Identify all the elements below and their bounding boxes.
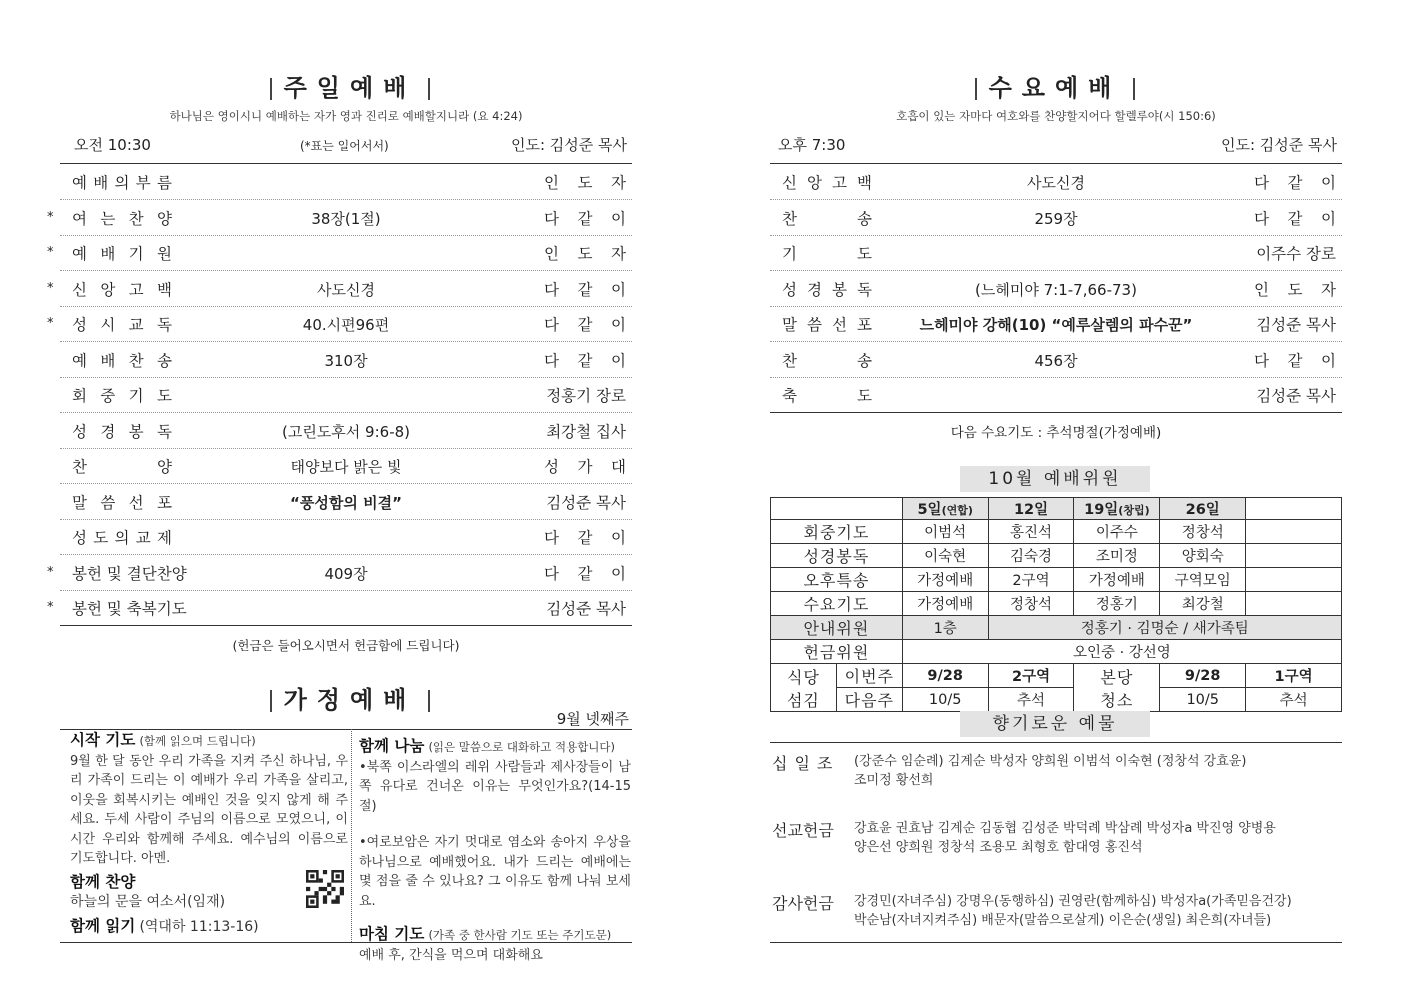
date-12	[988, 498, 1074, 520]
sunday-verse: 하나님은 영이시니 예배하는 자가 영과 진리로 예배할지니라 (요 4:24)	[169, 109, 523, 123]
offering-note: (헌금은 들어오시면서 헌금함에 드립니다)	[232, 638, 460, 653]
standing-mark: *	[47, 245, 54, 260]
order-item-content: 409장	[324, 564, 368, 583]
wednesday-title	[905, 68, 1205, 103]
duty-corner-cell	[771, 498, 903, 520]
order-item-content: 사도신경	[317, 280, 375, 299]
order-item-leader: 인 도 자	[1254, 280, 1336, 299]
family-title	[200, 680, 500, 715]
closing-heading	[359, 925, 631, 946]
reading-title: 함께 읽기	[70, 916, 136, 935]
order-item-name: 봉헌 및 축복기도	[72, 600, 187, 618]
order-item-leader: 정홍기 장로	[546, 387, 626, 405]
standing-mark: *	[47, 316, 54, 331]
order-item-leader: 김성준 목사	[546, 493, 626, 512]
duty-empty-cell	[1246, 592, 1342, 616]
sunday-order-row	[60, 519, 632, 555]
mission-names	[854, 819, 1276, 857]
order-item-content: 456장	[1034, 351, 1078, 370]
duty-cell: 이숙현	[902, 544, 988, 568]
sunday-bottom-rule	[60, 625, 632, 626]
offering-duty-people: 오인중 · 강선영	[902, 640, 1341, 664]
order-item-name: 말 씀 선 포	[72, 493, 172, 512]
order-item-content: (느헤미야 7:1-7,66-73)	[975, 280, 1137, 299]
tithe-line-1: (강준수 임순례) 김계순 박성자 양희원 이범석 이숙현 (정창석 강효윤)	[854, 754, 1247, 769]
guide-people: 정홍기 · 김명순 / 새가족팀	[988, 616, 1341, 640]
date-5-text: 5일	[917, 502, 942, 518]
meal-this-team-text: 2구역	[1011, 669, 1051, 685]
wednesday-order-row	[770, 235, 1342, 271]
mission-line-1: 강효윤 권효남 김계순 김동협 김성준 박덕례 박삼례 박성자a 박진영 양병용	[854, 821, 1276, 836]
order-item-leader: 인 도 자	[544, 174, 626, 192]
meal-this-date-text: 9/28	[927, 667, 963, 684]
duty-cell: 이주수	[1074, 520, 1160, 544]
family-top-rule	[60, 729, 632, 730]
order-item-leader: 김성준 목사	[546, 600, 626, 618]
duty-cell: 최강철	[1160, 592, 1246, 616]
thanks-names	[854, 892, 1292, 930]
order-item-leader: 최강철 집사	[546, 422, 626, 441]
title-bar-right	[1133, 78, 1135, 100]
share-title: 함께 나눔	[359, 737, 425, 755]
duty-cell: 정창석	[988, 592, 1074, 616]
hymn-title: 함께 찬양	[70, 872, 136, 891]
closing-text: 예배 후, 간식을 먹으며 대화해요	[359, 947, 543, 963]
meal-this-week-row	[771, 664, 1342, 688]
order-item-leader: 이주수 장로	[1256, 245, 1336, 263]
title-bar-left	[975, 78, 977, 100]
thanks-line-2: 박순남(자녀지켜주심) 배문자(말씀으로살게) 이은순(생일) 최은희(자녀들)	[854, 913, 1272, 928]
date-5	[902, 498, 988, 520]
order-item-leader: 김성준 목사	[1256, 316, 1336, 334]
sunday-order-row	[60, 448, 632, 484]
duty-row	[771, 520, 1342, 544]
order-item-name: 예 배 찬 송	[72, 351, 172, 370]
title-bar-right	[428, 78, 430, 100]
order-item-leader: 인 도 자	[544, 245, 626, 263]
family-divider	[351, 729, 352, 942]
date-19	[1074, 498, 1160, 520]
tithe-label: 십일조	[772, 754, 840, 773]
order-item-leader: 다 같 이	[1254, 351, 1336, 370]
duty-cell: 정창석	[1160, 520, 1246, 544]
next-week-label: 다음주	[836, 688, 902, 712]
order-item-content: 사도신경	[1027, 174, 1085, 192]
wednesday-order-row	[770, 377, 1342, 412]
sunday-order-row	[47, 555, 632, 591]
duty-cell: 가정예배	[902, 592, 988, 616]
sunday-order-row	[60, 484, 632, 520]
mission-line-2: 양은선 양희원 정창석 조용모 최형호 함대영 홍진석	[854, 840, 1143, 855]
share-question-1: •북쪽 이스라엘의 레위 사람들과 제사장들이 남쪽 유다로 건너온 이유는 무엇인가요?(14-15절)	[359, 759, 631, 814]
offering-top-rule	[770, 742, 1342, 743]
clean-this-date	[1160, 664, 1246, 688]
clean-label-line2: 청소	[1100, 690, 1134, 710]
duty-row	[771, 544, 1342, 568]
order-item-name: 신 앙 고 백	[72, 280, 172, 299]
duty-row	[771, 592, 1342, 616]
order-item-name: 찬 양	[72, 458, 172, 476]
sunday-time: 오전 10:30	[74, 136, 151, 154]
order-item-name: 찬 송	[782, 351, 872, 370]
duty-empty-cell	[1246, 568, 1342, 592]
sunday-order-row	[60, 413, 632, 449]
closing-sub: (가족 중 한사람 기도 또는 주기도문)	[428, 928, 612, 942]
wednesday-order-row	[770, 164, 1342, 200]
order-item-content: 느헤미야 강해(10) “예루살렘의 파수꾼”	[919, 316, 1193, 334]
order-item-leader: 다 같 이	[544, 316, 626, 334]
wednesday-time: 오후 7:30	[778, 136, 846, 154]
sunday-title	[200, 68, 500, 103]
duty-row-label: 수요기도	[771, 592, 903, 616]
duty-cell: 양회숙	[1160, 544, 1246, 568]
order-item-name: 축 도	[782, 387, 872, 405]
family-title-text: 가정예배	[283, 686, 417, 714]
duty-table	[770, 497, 1342, 712]
opening-prayer-heading	[70, 731, 348, 752]
clean-next-team: 추석	[1246, 688, 1342, 712]
date-19-note: (창립)	[1118, 504, 1150, 517]
share-question-2: •여로보암은 자기 멋대로 염소와 송아지 우상을 하나님으로 예배했어요. 내가 드리는 예배에는 몇 점을 줄 수 있나요? 그 이유도 함께 나눠 보세요.	[359, 835, 631, 909]
order-item-name: 성 경 봉 독	[782, 280, 872, 299]
order-item-name: 성 도 의 교 제	[72, 529, 172, 547]
qr-code-icon[interactable]	[306, 870, 344, 908]
title-bar-left	[270, 78, 272, 100]
title-bar-left	[270, 690, 272, 712]
wednesday-order-row	[770, 342, 1342, 378]
clean-next-date: 10/5	[1160, 688, 1246, 712]
order-item-content: “풍성함의 비결”	[290, 493, 402, 512]
duty-cell: 구역모임	[1160, 568, 1246, 592]
opening-prayer-text: 9월 한 달 동안 우리 가족을 지켜 주신 하나님, 우리 가족이 드리는 이 예배가 우리 가족을 살리고, 이웃을 회복시키는 예배인 것을 잊지 않게 해 주세요. 두세 사람이 주님의 이름으로 모였으니, 이 시간 우리와 함께해 주세요. 예수님의 이름으로 기도합니다. 아멘.	[70, 753, 348, 866]
meal-this-team	[988, 664, 1074, 688]
share-heading	[359, 737, 631, 758]
next-prayer-note: 다음 수요기도 : 추석명절(가정예배)	[950, 425, 1162, 441]
duty-row-label: 성경봉독	[771, 544, 903, 568]
duty-cell: 정홍기	[1074, 592, 1160, 616]
wednesday-leader: 인도: 김성준 목사	[1220, 136, 1337, 154]
order-item-name: 성 경 봉 독	[72, 422, 172, 441]
title-bar-right	[428, 690, 430, 712]
duty-row-label: 회중기도	[771, 520, 903, 544]
sunday-order-row	[47, 271, 632, 307]
guide-label: 안내위원	[771, 616, 903, 640]
order-item-leader: 다 같 이	[544, 529, 626, 547]
order-item-leader: 성 가 대	[544, 458, 626, 476]
order-item-name: 성 시 교 독	[72, 316, 172, 334]
meal-this-date	[902, 664, 988, 688]
order-item-content: 40.시편96편	[302, 316, 390, 334]
meal-label-line2: 섬김	[786, 690, 820, 710]
order-item-leader: 다 같 이	[544, 351, 626, 370]
sunday-order-row	[47, 235, 632, 271]
tithe-names	[854, 752, 1246, 790]
sunday-order-row	[47, 590, 632, 625]
order-item-name: 여 는 찬 양	[72, 209, 172, 228]
clean-this-date-text: 9/28	[1184, 667, 1221, 684]
order-item-content: 38장(1절)	[311, 209, 381, 228]
date-5-note: (연합)	[941, 504, 973, 517]
share-sub: (읽은 말씀으로 대화하고 적용합니다)	[428, 740, 616, 754]
tithe-line-2: 조미정 황선희	[854, 773, 934, 788]
meal-next-team: 추석	[988, 688, 1074, 712]
wednesday-order-row	[770, 271, 1342, 307]
offering-duty-row	[771, 640, 1342, 664]
sunday-order-row	[47, 200, 632, 236]
order-item-name: 기 도	[782, 245, 872, 263]
clean-this-team	[1246, 664, 1342, 688]
offering-bottom-rule	[770, 942, 1342, 943]
meal-label-line1: 식당	[786, 667, 820, 687]
sunday-title-text: 주일예배	[283, 74, 417, 102]
duty-empty-cell	[1246, 544, 1342, 568]
order-item-name: 예 배 의 부 름	[72, 174, 172, 192]
sunday-order-row	[60, 164, 632, 200]
duty-title: 10월 예배위원	[960, 466, 1150, 492]
meal-label	[771, 664, 837, 712]
sunday-order-row	[47, 306, 632, 342]
duty-cell: 홍진석	[988, 520, 1074, 544]
order-item-name: 봉헌 및 결단찬양	[72, 564, 187, 583]
standing-mark: *	[47, 280, 54, 296]
thanks-label: 감사헌금	[772, 894, 834, 913]
duty-row	[771, 568, 1342, 592]
order-item-leader: 다 같 이	[544, 280, 626, 299]
order-item-content: 259장	[1034, 209, 1078, 228]
offering-title: 향기로운 예물	[960, 711, 1150, 737]
order-item-content: 태양보다 밝은 빛	[290, 458, 402, 476]
mission-label: 선교헌금	[772, 821, 834, 840]
order-item-leader: 김성준 목사	[1256, 387, 1336, 405]
standing-mark: *	[47, 600, 54, 615]
meal-next-date: 10/5	[902, 688, 988, 712]
wednesday-verse: 호흡이 있는 자마다 여호와를 찬양할지어다 할렐루야(시 150:6)	[896, 109, 1216, 123]
order-item-name: 예 배 기 원	[72, 245, 172, 263]
order-item-leader: 다 같 이	[1254, 209, 1336, 228]
duty-empty-cell	[1246, 520, 1342, 544]
guide-floor: 1층	[902, 616, 988, 640]
clean-label	[1074, 664, 1160, 712]
date-19-text: 19일	[1084, 502, 1119, 518]
closing-title: 마침 기도	[359, 925, 425, 943]
family-week: 9월 넷째주	[556, 710, 629, 728]
duty-cell: 이범석	[902, 520, 988, 544]
opening-prayer-sub: (함께 읽으며 드립니다)	[139, 734, 256, 748]
standing-mark: *	[47, 209, 54, 225]
order-item-name: 신 앙 고 백	[782, 174, 872, 192]
duty-cell: 가정예배	[1074, 568, 1160, 592]
date-empty-cell	[1246, 498, 1342, 520]
offering-duty-label: 헌금위원	[771, 640, 903, 664]
duty-cell: 가정예배	[902, 568, 988, 592]
standing-note: (*표는 일어서서)	[300, 139, 389, 153]
duty-cell: 김숙경	[988, 544, 1074, 568]
sunday-order-row	[60, 342, 632, 378]
clean-this-team-text: 1구역	[1274, 669, 1313, 685]
guide-row	[771, 616, 1342, 640]
sunday-order-row	[60, 377, 632, 413]
order-item-leader: 다 같 이	[544, 209, 626, 228]
date-26	[1160, 498, 1246, 520]
order-item-name: 말 씀 선 포	[782, 316, 872, 334]
reading-heading	[70, 917, 348, 938]
this-week-label: 이번주	[836, 664, 902, 688]
clean-label-line1: 본당	[1100, 667, 1134, 687]
duty-cell: 2구역	[988, 568, 1074, 592]
date-12-text: 12일	[1013, 502, 1049, 518]
standing-mark: *	[47, 564, 54, 580]
family-right-column	[359, 737, 631, 965]
order-item-name: 회 중 기 도	[72, 387, 172, 405]
order-item-name: 찬 송	[782, 209, 872, 228]
duty-cell: 조미정	[1074, 544, 1160, 568]
wednesday-bottom-rule	[770, 412, 1342, 413]
wednesday-title-text: 수요예배	[988, 74, 1122, 102]
order-item-leader: 다 같 이	[1254, 174, 1336, 192]
order-item-leader: 다 같 이	[544, 564, 626, 583]
wednesday-order-row	[770, 306, 1342, 342]
thanks-line-1: 강경민(자녀주심) 강명우(동행하심) 권영란(함께하심) 박성자a(가족믿음건강)	[854, 894, 1292, 909]
order-item-content: 310장	[324, 351, 368, 370]
reading-text: (역대하 11:13-16)	[139, 918, 259, 935]
hymn-text: 하늘의 문을 여소서(임재)	[70, 894, 226, 910]
duty-date-row	[771, 498, 1342, 520]
wednesday-order-row	[770, 200, 1342, 236]
date-26-text: 26일	[1185, 502, 1220, 518]
order-item-content: (고린도후서 9:6-8)	[281, 422, 411, 441]
duty-row-label: 오후특송	[771, 568, 903, 592]
opening-prayer-title: 시작 기도	[70, 731, 136, 749]
sunday-leader: 인도: 김성준 목사	[510, 136, 627, 154]
meal-next-week-row	[771, 688, 1342, 712]
